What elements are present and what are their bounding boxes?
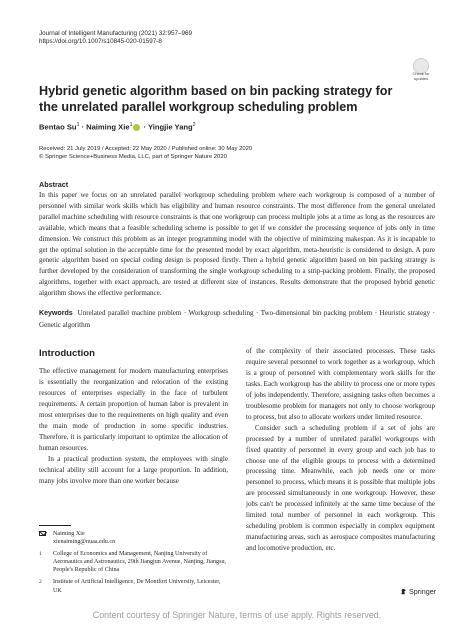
- copyright-line: © Springer Science+Business Media, LLC, part of Springer Nature 2020: [39, 154, 227, 161]
- journal-citation: Journal of Intelligent Manufacturing (2021) 32:957–969: [39, 30, 192, 37]
- corresponding-author-email[interactable]: xienaiming@nuaa.edu.cn: [53, 539, 116, 546]
- corresponding-author: [39, 530, 228, 546]
- abstract-text: In this paper we focus on an unrelated parallel workgroup scheduling problem where each workgroup is composed of a number of personnel with similar work skills which has eligibility and human resource constraints. The most difference from the general unrelated parallel machine scheduling with resource constraints is that one workgroup can process multiple jobs at a time as long as the resources are available, which means that a feasible scheduling scheme is possible to get if we consider the processing sequence of jobs only in time dimension. We construct this problem as an integer programming model with the objective of minimizing makespan. As it is incapable to get the optimal solution in the acceptable time for the presented model by exact algorithm, meta-heuristic is considered to design. A pure genetic algorithm based on special coding design is proposed firstly. Then a hybrid genetic algorithm based on bin packing strategy is further developed by the consideration of transforming the single workgroup scheduling to a strip-packing problem. Finally, the proposed algorithms, together with exact approach, are tested at different size of instances. Results demonstrate that the proposed hybrid genetic algorithm shows the effective performance.: [39, 191, 435, 298]
- affiliation-1: [39, 550, 228, 574]
- footnotes: [39, 530, 228, 599]
- affiliation-text: College of Economics and Management, Nanjing University of Aeronautics and Astronautics, 29th Jiangjun Avenue, Nanjing, Jiangsu, People's Republic of China: [53, 551, 227, 574]
- author-name[interactable]: Yingjie Yang: [147, 122, 193, 132]
- courtesy-notice: Content courtesy of Springer Nature, terms of use apply. Rights reserved.: [92, 610, 382, 620]
- springer-logo: [400, 587, 436, 596]
- corresponding-author-name: Naiming Xie: [53, 531, 85, 537]
- orcid-icon[interactable]: [133, 124, 140, 131]
- footnote-rule: [39, 525, 71, 526]
- body-paragraph: Consider such a scheduling problem if a set of jobs are processed by a number of unrelated parallel workgroups with fixed quantity of personnel in every group and each job has to choose one of the eligible groups to process with a determined processing time. Meanwhile, each job needs one or more personnel to process, which means it is possible that multiple jobs are processed simultaneously in one workgroup. However, these jobs can't be processed infinitely at the same time because of the limited total number of personnel in each workgroup. This scheduling problem is common especially in complex equipment manufacturing areas, such as aerospace composites manufacturing and locomotive production, etc.: [246, 423, 435, 553]
- author-name[interactable]: Bentao Su: [39, 122, 77, 132]
- body-paragraph: In a practical production system, the employees with single technical ability still account for a large proportion. In addition, many jobs involve more than one worker because: [39, 454, 228, 485]
- author-affiliation-mark: 1: [76, 122, 80, 128]
- affiliation-text: Institute of Artificial Intelligence, De Montfort University, Leicester, UK: [53, 579, 221, 594]
- keywords-text: Unrelated parallel machine problem · Workgroup scheduling · Two-dimensional bin packing problem · Heuristic strategy · Genetic algorithm: [39, 309, 435, 329]
- author-name[interactable]: Naiming Xie: [86, 122, 130, 132]
- author-affiliation-mark: 1: [129, 122, 133, 128]
- introduction-heading: Introduction: [39, 348, 95, 359]
- doi-link[interactable]: https://doi.org/10.1007/s10845-020-01597-8: [39, 38, 162, 46]
- article-title: Hybrid genetic algorithm based on bin packing strategy for the unrelated parallel workgroup scheduling problem: [39, 84, 393, 114]
- springer-horse-icon: [400, 588, 407, 595]
- journal-header: [39, 30, 192, 46]
- abstract-heading: Abstract: [39, 180, 69, 189]
- check-for-updates-label: Check for updates: [412, 71, 430, 81]
- envelope-icon: [39, 531, 46, 536]
- check-for-updates-badge[interactable]: [409, 58, 433, 82]
- body-paragraph: The effective management for modern manufacturing enterprises is essentially the reorganization and relocation of the existing resources of enterprises especially in the face of turbulent requirements. A certain proportion of human labor is prevalent in most enterprises due to the requirements on high quality and even the main mode of production in some specific industries. Therefore, it is particularly important to optimize the allocation of human resources.: [39, 367, 228, 452]
- body-paragraph: of the complexity of their associated processes. These tasks require several personnel to work together as a workgroup, which is a group of personnel with complementary work skills for the tasks. Each workgroup has the ability to process one or more types of jobs independently. Therefore, assigning tasks often becomes a troublesome problem for managers not only to choose workgroup to process, but also to allocate workers under limited resource.: [246, 347, 435, 421]
- keywords: [39, 308, 435, 331]
- received-accepted-dates: Received: 21 July 2019 / Accepted: 22 May 2020 / Published online: 30 May 2020: [39, 146, 253, 152]
- publication-dates: [39, 145, 252, 161]
- author-list: Bentao $Su^1 \cdot Naiming$ Xie$^1$ · Yingjie Yang$^2$: [39, 122, 196, 132]
- keywords-label: Keywords: [39, 310, 73, 317]
- affiliation-2: [39, 578, 228, 594]
- affiliation-mark: 2: [39, 579, 42, 586]
- affiliation-mark: 1: [39, 551, 42, 558]
- author-affiliation-mark: 2: [192, 122, 196, 128]
- left-column: [39, 366, 228, 486]
- publisher-name: Springer: [409, 587, 437, 596]
- right-column: [246, 346, 435, 554]
